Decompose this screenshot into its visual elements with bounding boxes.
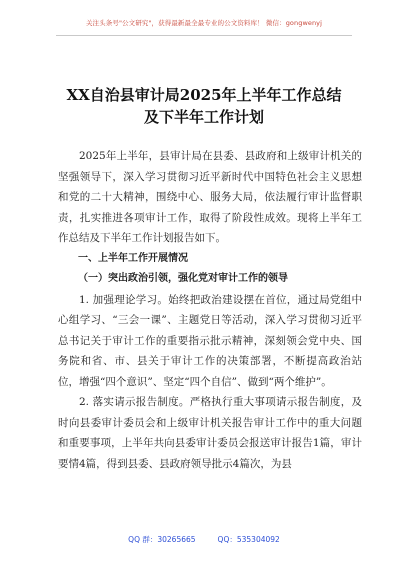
header-banner: 关注头条号"公文研究"，获得最新最全最专业的公文资料库！ 微信：gongwenyj	[85, 19, 323, 27]
body-paragraph: 1. 加强理论学习。始终把政治建设摆在首位，通过局党组中心组学习、“三会一课”、主题党日等活动，深入学习贯彻习近平总书记关于审计工作的重要指示批示精神，深刻领会党中央、国务院和省、市、县关于审计工作的决策部署，不断提高政治站位，增强“四个意识”、坚定“四个自信”、做到“两个维护”。	[58, 293, 362, 388]
header-divider	[56, 35, 352, 36]
footer-contact	[0, 534, 408, 545]
subsection-heading: （一）突出政治引领，强化党对审计工作的领导	[78, 273, 288, 284]
document-body	[58, 146, 362, 474]
intro-paragraph: 2025年上半年，县审计局在县委、县政府和上级审计机关的坚强领导下，深入学习贯彻习近平新时代中国特色社会主义思想和党的二十大精神，围绕中心、服务大局，依法履行审计监督职责，扎实推进各项审计工作，取得了阶段性成效。现将上半年工作总结及下半年工作计划报告如下。	[58, 150, 362, 244]
body-paragraph: 2. 落实请示报告制度。严格执行重大事项请示报告制度，及时向县委审计委员会和上级审计机关报告审计工作中的重大问题和重要事项，上半年共向县委审计委员会报送审计报告1篇，审计要情4篇，得到县委、县政府领导批示4篇次，为县	[58, 396, 362, 470]
footer-qq-group: QQ 群：30265665	[128, 535, 196, 544]
title-line-2: 及下半年工作计划	[143, 108, 264, 126]
footer-qq: QQ：535304092	[217, 535, 280, 544]
title-line-1: XX自治县审计局2025年上半年工作总结	[66, 86, 342, 104]
document-title	[40, 84, 368, 128]
section-heading: 一、上半年工作开展情况	[78, 252, 188, 264]
